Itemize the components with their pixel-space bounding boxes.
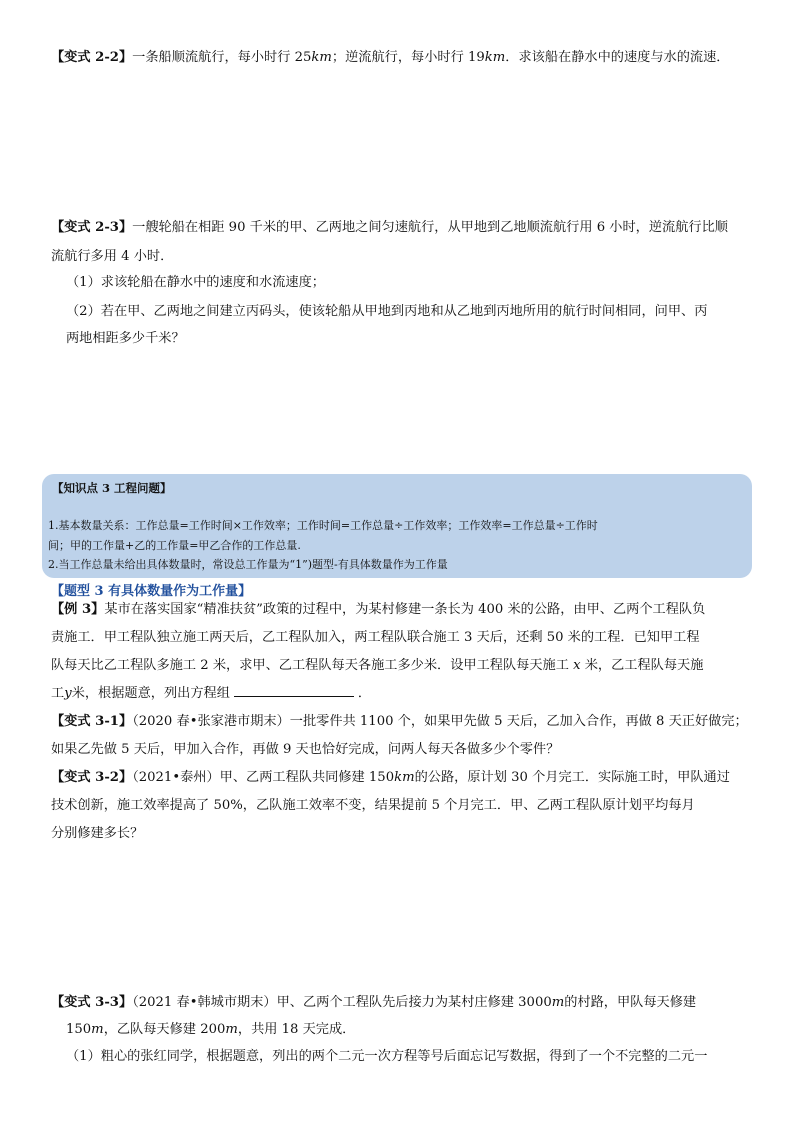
- variant-3-3-line1: 【变式 3-3】（2021 春•韩城市期末）甲、乙两个工程队先后接力为某村庄修建 3000m的村路，甲队每天修建: [51, 995, 697, 1010]
- example-tag: 【例 3】: [51, 602, 105, 617]
- example-3-line2: 责施工．甲工程队独立施工两天后，乙工程队加入，两工程队联合施工 3 天后，还剩 50 米的工程．已知甲工程: [51, 630, 700, 645]
- example-3-line3: 队每天比乙工程队多施工 2 米，求甲、乙工程队每天各施工多少米．设甲工程队每天施工 x 米，乙工程队每天施: [51, 658, 704, 673]
- question-type-3-title: 【题型 3 有具体数量作为工作量】: [51, 584, 252, 599]
- variant-3-2-line3: 分别修建多长？: [51, 826, 144, 841]
- variant-3-2-line1: 【变式 3-2】（2021•泰州）甲、乙两工程队共同修建 150km的公路，原计划 30 个月完工．实际施工时，甲队通过: [51, 770, 730, 785]
- knowledge-point-box: [42, 474, 752, 578]
- variant-3-3-line2: 150m，乙队每天修建 200m，共用 18 天完成．: [66, 1022, 356, 1037]
- variant-2-3-line2: 流航行多用 4 小时．: [51, 249, 174, 264]
- variant-tag: 【变式 2-3】: [51, 220, 133, 235]
- variant-tag: 【变式 3-3】: [51, 995, 133, 1010]
- variant-tag: 【变式 2-2】: [51, 50, 133, 65]
- variant-2-3-question-2: （2）若在甲、乙两地之间建立丙码头，使该轮船从甲地到丙地和从乙地到丙地所用的航行时间相同，问甲、丙: [66, 304, 708, 319]
- variant-tag: 【变式 3-1】: [51, 714, 133, 729]
- variant-2-3-question-2-cont: 两地相距多少千米？: [66, 331, 185, 346]
- variant-2-2: 【变式 2-2】一条船顺流航行，每小时行 25km；逆流航行，每小时行 19km．求该船在静水中的速度与水的流速．: [51, 50, 730, 65]
- variant-3-1-line1: 【变式 3-1】（2020 春•张家港市期末）一批零件共 1100 个，如果甲先做 5 天后，乙加入合作，再做 8 天正好做完；: [51, 714, 748, 729]
- example-3-line4: 工y米，根据题意，列出方程组 ．: [51, 686, 372, 701]
- variant-2-3-question-1: （1）求该轮船在静水中的速度和水流速度；: [66, 275, 325, 290]
- variant-tag: 【变式 3-2】: [51, 770, 133, 785]
- knowledge-line-2: 间；甲的工作量+乙的工作量=甲乙合作的工作总量.: [48, 539, 301, 552]
- knowledge-title: 【知识点 3 工程问题】: [52, 481, 172, 495]
- variant-3-3-question-1: （1）粗心的张红同学，根据题意，列出的两个二元一次方程等号后面忘记写数据，得到了一个不完整的二元一: [66, 1049, 708, 1064]
- variant-3-1-line2: 如果乙先做 5 天后，甲加入合作，再做 9 天也恰好完成，问两人每天各做多少个零件？: [51, 742, 560, 757]
- example-3-line1: 【例 3】某市在落实国家“精准扶贫”政策的过程中，为某村修建一条长为 400 米的公路，由甲、乙两个工程队负: [51, 602, 706, 617]
- knowledge-line-1: 1.基本数量关系：工作总量=工作时间×工作效率；工作时间=工作总量÷工作效率；工作效率=工作总量÷工作时: [48, 519, 598, 532]
- variant-2-3-line1: 【变式 2-3】一艘轮船在相距 90 千米的甲、乙两地之间匀速航行，从甲地到乙地顺流航行用 6 小时，逆流航行比顺: [51, 220, 728, 235]
- variant-3-2-line2: 技术创新，施工效率提高了 50%，乙队施工效率不变，结果提前 5 个月完工．甲、乙两工程队原计划平均每月: [51, 798, 695, 813]
- answer-blank: [234, 684, 354, 697]
- knowledge-line-3: 2.当工作总量未给出具体数量时，常设总工作量为“1”)题型-有具体数量作为工作量: [48, 558, 448, 571]
